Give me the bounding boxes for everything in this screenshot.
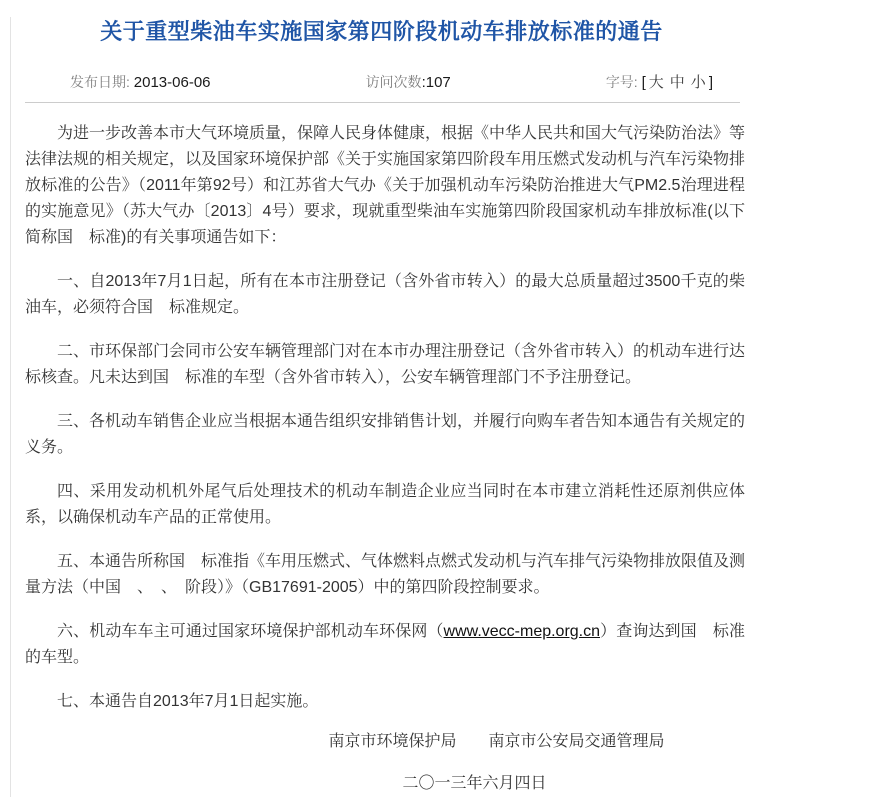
header-divider bbox=[25, 102, 740, 103]
paragraph-item-7: 七、本通告自2013年7月1日起实施。 bbox=[57, 693, 319, 710]
notice-page bbox=[0, 17, 763, 797]
paragraph-item-4: 四、采用发动机机外尾气后处理技术的机动车制造企业应当同时在本市建立消耗性还原剂供应体系，以确保机动车产品的正常使用。 bbox=[25, 483, 745, 526]
font-size-label: 字号: bbox=[605, 74, 638, 90]
left-border-line bbox=[10, 17, 11, 797]
meta-row bbox=[70, 71, 713, 92]
publish-date bbox=[70, 72, 211, 92]
page-title: 关于重型柴油车实施国家第四阶段机动车排放标准的通告 bbox=[100, 19, 663, 44]
paragraph-item-5: 五、本通告所称国 标准指《车用压燃式、气体燃料点燃式发动机与汽车排气污染物排放限值及测量方法（中国 、 、 阶段）》（GB17691-2005）中的第四阶段控制要求。 bbox=[25, 553, 746, 596]
visit-count-label: 访问次数 bbox=[365, 74, 422, 90]
paragraph-item-6-prefix: 六、机动车车主可通过国家环境保护部机动车环保网（ bbox=[57, 623, 444, 640]
paragraph-item-6 bbox=[25, 619, 745, 671]
paragraph-intro: 为进一步改善本市大气环境质量，保障人民身体健康，根据《中华人民共和国大气污染防治法》等法律法规的相关规定，以及国家环境保护部《关于实施国家第四阶段车用压燃式发动机与汽车污染物排放标准的公告》（2011年第92号）和江苏省大气办《关于加强机动车污染防治推进大气PM2.5治理进程的实施意见》（苏大气办〔2013〕4号）要求，现就重型柴油车实施第四阶段国家机动车排放标准(以下简称国 标准)的有关事项通告如下： bbox=[25, 125, 746, 246]
paragraph-item-2: 二、市环保部门会同市公安车辆管理部门对在本市办理注册登记（含外省市转入）的机动车进行达标核查。凡未达到国 标准的车型（含外省市转入），公安车辆管理部门不予注册登记。 bbox=[25, 343, 746, 386]
font-size-option-large[interactable]: 大 bbox=[648, 74, 664, 91]
font-size-bracket-close: ] bbox=[708, 74, 713, 91]
signature-line: 南京市环境保护局 南京市公安局交通管理局 bbox=[328, 733, 665, 750]
font-size-option-small[interactable]: 小 bbox=[690, 74, 706, 91]
visit-count bbox=[366, 72, 451, 92]
font-size-bracket-open: [ bbox=[641, 74, 646, 91]
notice-body bbox=[25, 121, 745, 715]
document-date: 二〇一三年六月四日 bbox=[402, 775, 547, 792]
visit-count-value: :107 bbox=[421, 74, 451, 91]
publish-date-value: 2013-06-06 bbox=[133, 74, 211, 91]
font-size-control bbox=[606, 71, 713, 92]
publish-date-label: 发布日期: bbox=[70, 74, 130, 90]
vecc-mep-link[interactable]: www.vecc-mep.org.cn bbox=[443, 623, 601, 640]
paragraph-item-6-suffix: ）查询达到国 标准的车型。 bbox=[25, 623, 745, 666]
font-size-option-medium[interactable]: 中 bbox=[669, 74, 685, 91]
paragraph-item-1: 一、自2013年7月1日起，所有在本市注册登记（含外省市转入）的最大总质量超过3500千克的柴油车，必须符合国 标准规定。 bbox=[25, 273, 745, 316]
paragraph-item-3: 三、各机动车销售企业应当根据本通告组织安排销售计划，并履行向购车者告知本通告有关规定的义务。 bbox=[25, 413, 746, 456]
